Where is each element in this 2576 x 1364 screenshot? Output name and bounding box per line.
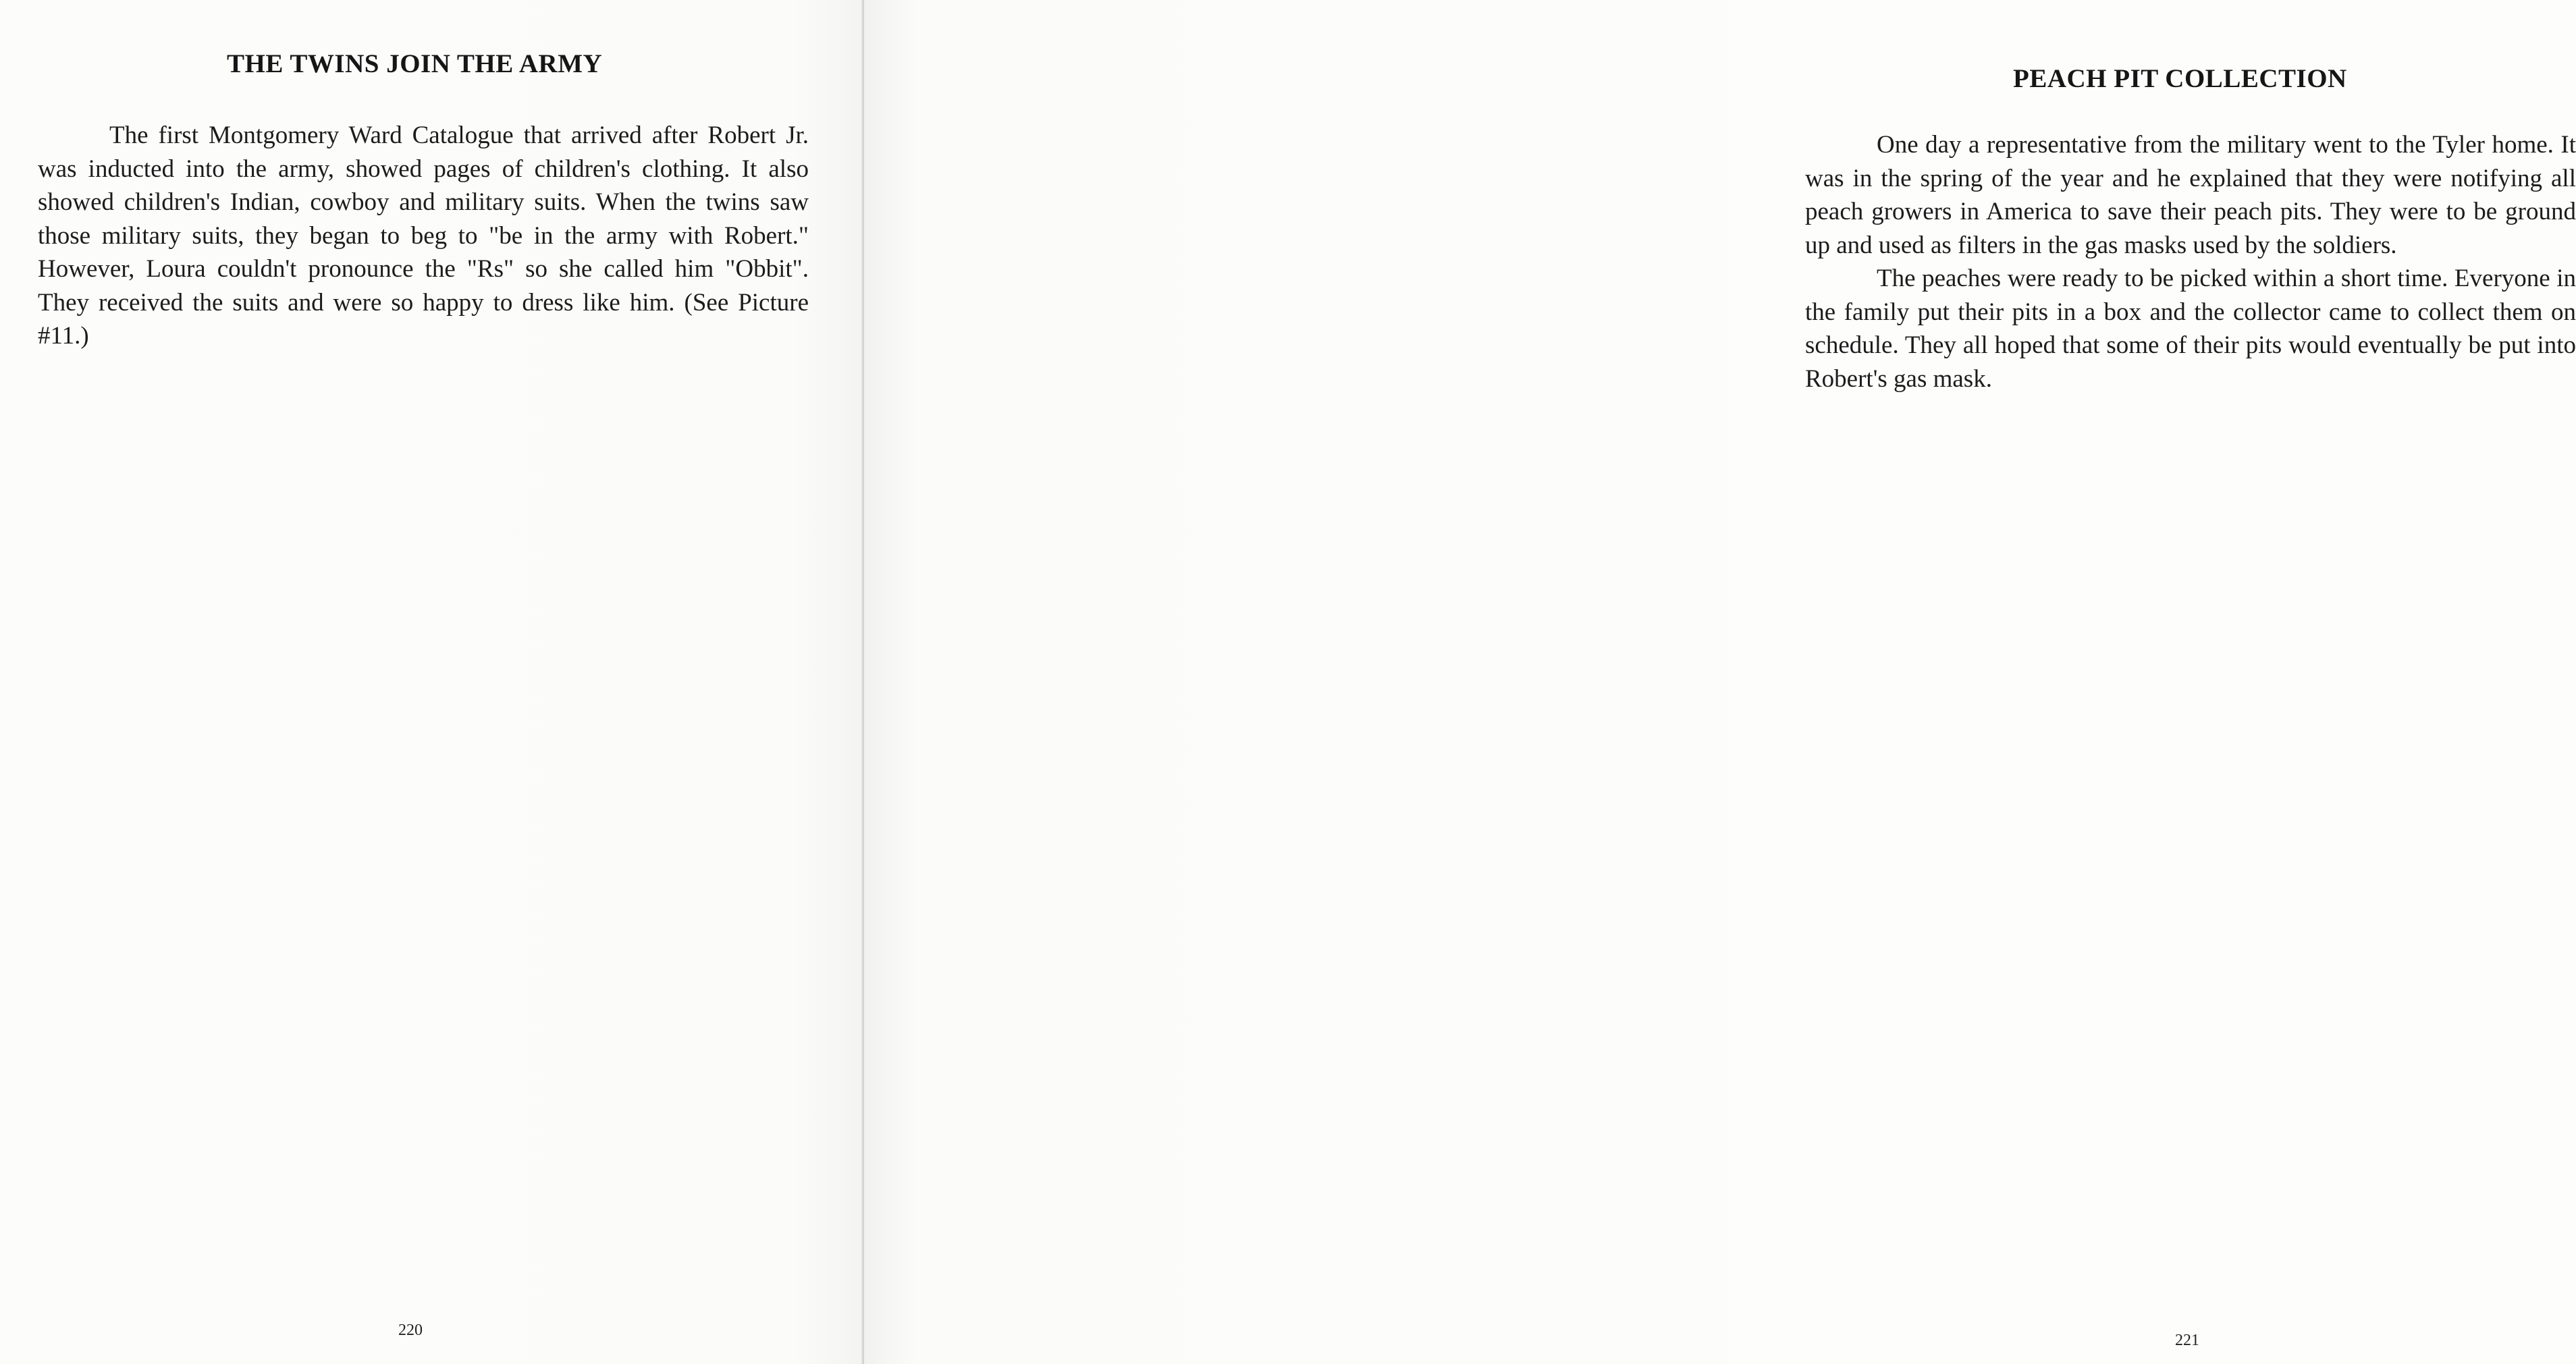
paragraph: One day a representative from the military went to the Tyler home. It was in the spring of the year and he explained that they were notifying all peach growers in America to save their peach pits. They were to be ground up and used as filters in the gas masks used by the soldiers. (1805, 131, 2576, 259)
left-page-body (38, 119, 809, 353)
left-page (0, 0, 864, 1364)
left-page-title: THE TWINS JOIN THE ARMY (227, 49, 603, 78)
right-page-body (1805, 128, 2576, 395)
right-page-number: 221 (2175, 1332, 2199, 1349)
right-page (864, 0, 2576, 1364)
paragraph: The peaches were ready to be picked within a short time. Everyone in the family put their pits in a box and the collector came to collect them on schedule. They all hoped that some of their pits would eventually be put into Robert's gas mask. (1805, 265, 2576, 393)
right-page-title: PEACH PIT COLLECTION (2013, 64, 2347, 93)
paragraph: The first Montgomery Ward Catalogue that arrived after Robert Jr. was inducted into the army, showed pages of children's clothing. It also showed children's Indian, cowboy and military suits. When the twins saw those military suits, they began to beg to "be in the army with Robert." However, Loura couldn't pronounce the "Rs" so she called him "Obbit". They received the suits and were so happy to dress like him. (See Picture #11.) (38, 121, 809, 350)
left-page-number: 220 (398, 1321, 423, 1339)
